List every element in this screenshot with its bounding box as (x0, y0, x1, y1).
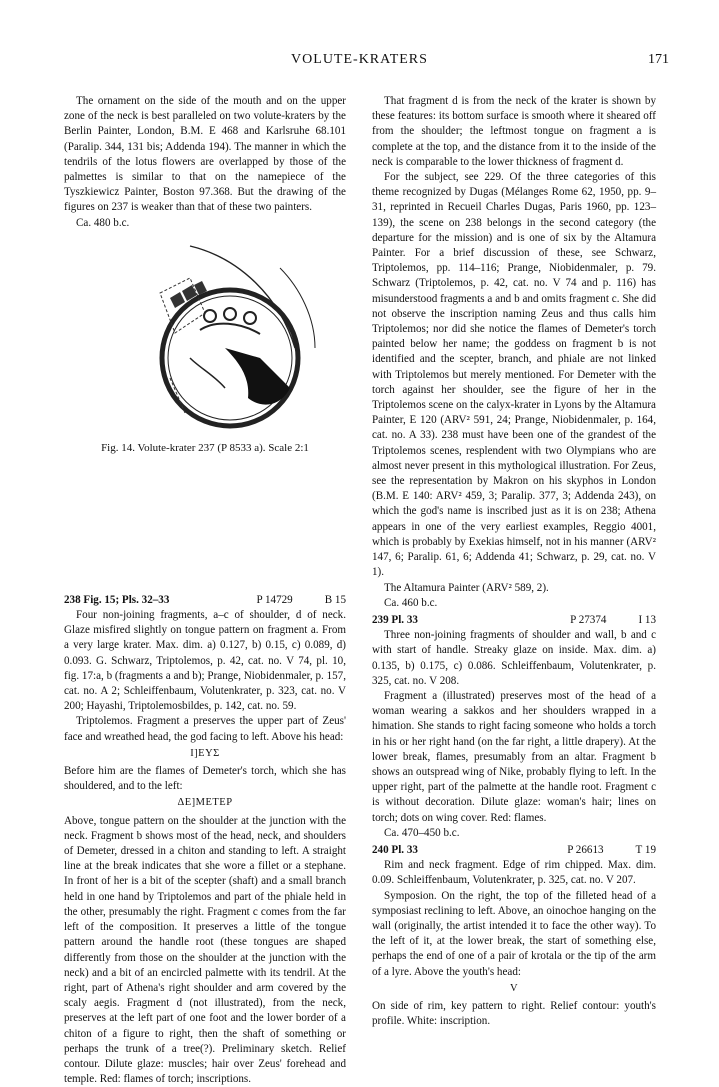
entry-238-location: B 15 (324, 593, 346, 606)
date-239: Ca. 470–450 b.c. (384, 826, 460, 839)
entry-239-number: 239 Pl. 33 (372, 613, 418, 626)
entry-238-inventory: P 14729 (256, 593, 293, 606)
figure-14-drawing (130, 238, 330, 428)
running-header: VOLUTE-KRATERS (291, 52, 428, 67)
entry-240-inventory: P 26613 (567, 843, 604, 856)
inscription-240: V (509, 982, 519, 994)
entry-238-long-description: Above, tongue pattern on the shoulder at the junction with the neck. Fragment b shows most of the head, neck, and shoulders of Demeter, dressed in a chiton and standing to left. A straight line at the break indicates that she wore a fillet or a stephane. In front of her is a bit of the scepter (shaft) and a small branch held in one hand by Triptolemos and part of the phiale held in the other, presumably the right. Fragment c comes from the far left of the composition. It preserves a little of the tongue pattern around the handle root (these tongues are shaped differently from those on the shoulder at the junction with the neck) and a bit of an encircled palmette with its tendril. At the right, part of Athena's right shoulder and arm covered by the scaly aegis. Fragment d (not illustrated), from the neck, preserves at the left part of one foot and the lower border of a chiton of a figure to right, then the shaft of something or perhaps the trunk of a tree(?). Preliminary sketch. Relief contour. Dilute glaze: muscles; hair over Zeus' forehead and temple. Red: flames of torch; inscriptions. (64, 814, 346, 1086)
krater-fragment-drawing (130, 238, 330, 428)
entry-239-heading (372, 613, 656, 628)
entry-239-inventory: P 27374 (570, 613, 607, 626)
entry-240-description: Rim and neck fragment. Edge of rim chipped. Max. dim. 0.09. Schleiffenbaum, Volutenkrater, p. 325, cat. no. V 207. (372, 859, 656, 887)
figure-14-caption: Fig. 14. Volute-krater 237 (P 8533 a). Scale 2:1 (101, 442, 309, 454)
page-number: 171 (648, 52, 669, 67)
right-p1: That fragment d is from the neck of the krater is shown by these features: its bottom surface is smooth where it sheared off from the shoulder; the leftmost tongue on fragment a is complete at the top, and the distance from it to the inside of the neck is comparable to the lower thickness of fragment d. (372, 95, 656, 168)
entry-240-heading (372, 843, 656, 858)
inscription-demeter: ΔE]METEP (177, 797, 233, 809)
entry-239-description: Three non-joining fragments of shoulder and wall, b and c with start of handle. Streaky glaze on inside. Max. dim. a) 0.135, b) 0.175, c) 0.086. Schleiffenbaum, Volutenkrater, p. 325, cat. no. V 208. (372, 629, 656, 687)
entry-238-heading (64, 593, 346, 608)
entry-239-subject: Fragment a (illustrated) preserves most of the head of a woman wearing a sakkos and her shoulders wrapped in a himation. She stands to right facing someone who holds a torch in his or her right hand (on the far right, a little drapery). At the lower break, flames, presumably from an altar. Fragment b shows an outspread wing of Nike, probably flying to left. In the upper right, part of the palmette at the handle root. Fragment c is without decoration. Dilute glaze: woman's hair; lines on torch; dots on wing cover. Red: flames. (372, 689, 656, 824)
entry-239-location: I 13 (638, 613, 656, 626)
entry-238-subject: Triptolemos. Fragment a preserves the upper part of Zeus' face and wreathed head, the god facing to left. Above his head: (64, 715, 346, 743)
entry-240-subject: Symposion. On the right, the top of the filleted head of a symposiast reclining to left. Above, an oinochoe hanging on the wall (originally, the artist intended it to face the other way). To the left of it, at the lower break, the start of something else, perhaps the end of one of a pair of krotala or the tip of the arm of a lyre. Above the youth's head: (372, 889, 656, 978)
intro-date: Ca. 480 b.c. (76, 216, 130, 229)
entry-238-description: Four non-joining fragments, a–c of shoulder, d of neck. Glaze misfired slightly on tongue pattern on fragment a. From a very large krater. Max. dim. a) 0.127, b) 0.15, c) 0.089, d) 0.093. G. Schwarz, Triptolemos, p. 42, cat. no. V 74, pl. 10, fig. 17:a, b (fragments a and b); Prange, Niobidenmaler, p. 157, cat. no. A 2; Schleiffenbaum, Volutenkrater, p. 323, cat. no. V 200; Hayashi, Triptolemosbildes, p. 142, cat. no. 59. (64, 609, 346, 713)
intro-paragraph: The ornament on the side of the mouth and on the upper zone of the neck is best paralleled on two volute-kraters by the Berlin Painter, London, B.M. E 468 and Karlsruhe 68.101 (Paralip. 344, 131 bis; Addenda 194). The manner in which the tendrils of the lotus flowers are overlapped by those of the palmettes is similar to that on the namepiece of the Tyszkiewicz Painter, Boston 97.368. But the drawing of the figures on 237 is weaker than that of these two painters. (64, 95, 346, 214)
entry-240-number: 240 Pl. 33 (372, 843, 418, 856)
right-column (372, 94, 656, 1029)
right-p2: For the subject, see 229. Of the three categories of this theme recognized by Dugas (Mélanges Rome 62, 1950, pp. 9–31, reprinted in Recueil Charles Dugas, Paris 1960, pp. 123–139), the scene on 238 belongs in the second category (the departure for the mission) and is one of six by the Altamura Painter. For a brief discussion of these, see Schwarz, Triptolemos, pp. 114–116; Prange, Niobidenmaler, p. 79. Schwarz (Triptolemos, p. 42, cat. no. V 74 and p. 116) has misunderstood fragments a and b and omits fragment c. She did not observe the inscription naming Zeus and thus calls him Triptolemos; nor did she notice the flames of Demeter's torch painted below her name; the goddess on fragment b is not identified and the scepter, branch, and phiale are not linked with Triptolemos but merely mentioned. For Demeter with the torch against her shoulder, see the figure of her in the Triptolemos scene on the calyx-krater in Lyons by the Altamura Painter, E 120 (ARV² 591, 24; Prange, Niobidenmaler, p. 164, cat. no. A 33). 238 must have been one of the grandest of the Triptolemos scenes, resplendent with two Olympians who are almost never present in this mythological illustration. For Zeus, see the representation by Makron on his skyphos in London (B.M. E 140: ARV² 459, 3; Paralip. 377, 3; Addenda 243), on which the god's name is inscribed just as it is on 238; Athena appears in one of the very earliest examples, Reggio 4001, which is probably by Exekias himself, not in his manner (ARV² 147, 6; Paralip. 61, 6; Addenda 41; Schwarz, p. 29, cat. no. V 1). (372, 171, 656, 579)
date-238: Ca. 460 b.c. (384, 596, 438, 609)
entry-240-final: On side of rim, key pattern to right. Relief contour: youth's profile. White: inscription. (372, 999, 656, 1028)
entry-238-number: 238 Fig. 15; Pls. 32–33 (64, 593, 170, 606)
inscription-zeus: I]EYΣ (190, 747, 220, 759)
entry-240-location: T 19 (635, 843, 656, 856)
before-him-text: Before him are the flames of Demeter's torch, which she has shouldered, and to the left: (64, 765, 346, 793)
right-p3: The Altamura Painter (ARV² 589, 2). (384, 581, 549, 594)
